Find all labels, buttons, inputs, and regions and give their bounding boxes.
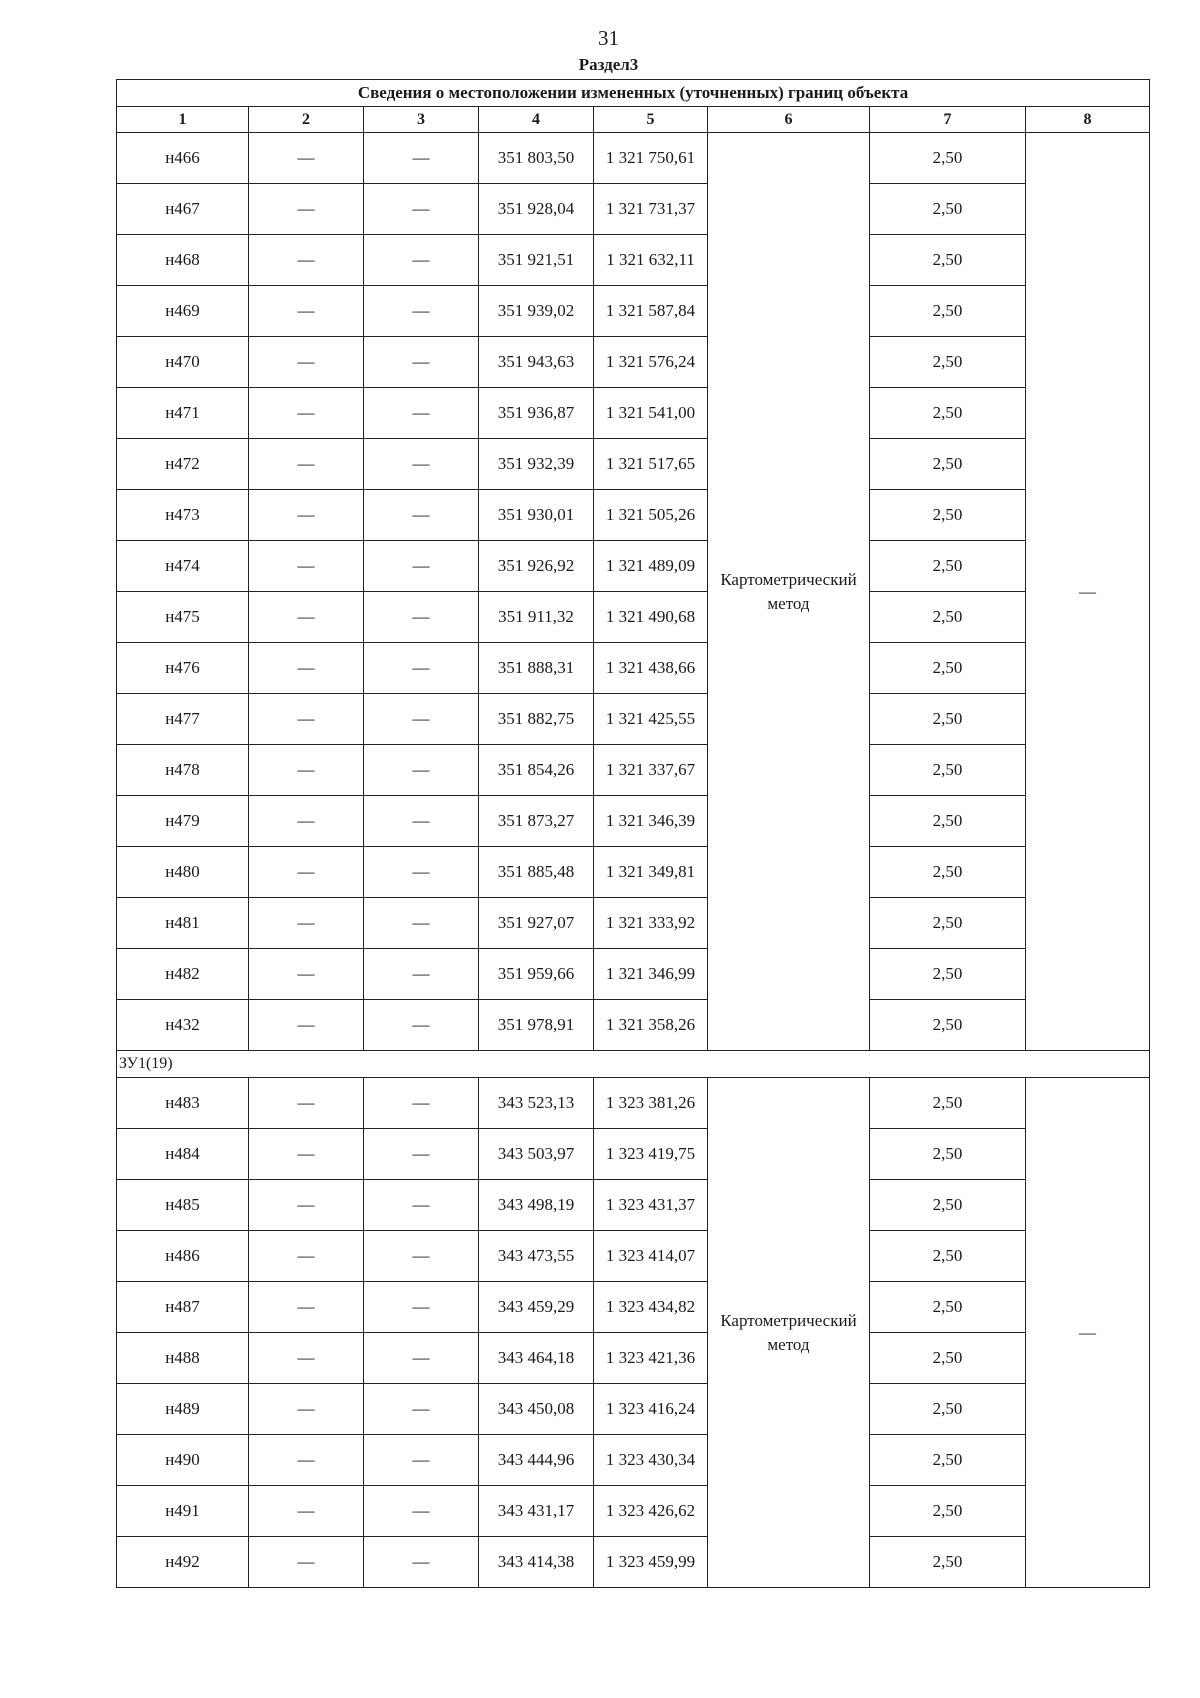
- accuracy-value: 2,50: [870, 1486, 1026, 1537]
- x-coordinate: 351 927,07: [479, 898, 594, 949]
- column-3-value: —: [364, 796, 479, 847]
- table-row: [117, 439, 1150, 490]
- point-name: н492: [117, 1537, 249, 1588]
- column-3-value: —: [364, 235, 479, 286]
- accuracy-value: 2,50: [870, 949, 1026, 1000]
- accuracy-value: 2,50: [870, 1180, 1026, 1231]
- y-coordinate: 1 321 731,37: [594, 184, 708, 235]
- column-2-value: —: [249, 490, 364, 541]
- point-name: н491: [117, 1486, 249, 1537]
- table-row: [117, 1231, 1150, 1282]
- point-name: н467: [117, 184, 249, 235]
- column-header: 8: [1026, 107, 1150, 133]
- table-row: [117, 745, 1150, 796]
- column-3-value: —: [364, 1231, 479, 1282]
- y-coordinate: 1 323 459,99: [594, 1537, 708, 1588]
- accuracy-value: 2,50: [870, 796, 1026, 847]
- column-3-value: —: [364, 1000, 479, 1051]
- point-name: н477: [117, 694, 249, 745]
- point-name: н468: [117, 235, 249, 286]
- x-coordinate: 343 431,17: [479, 1486, 594, 1537]
- table-row: [117, 541, 1150, 592]
- y-coordinate: 1 323 419,75: [594, 1129, 708, 1180]
- accuracy-value: 2,50: [870, 286, 1026, 337]
- table-row: [117, 898, 1150, 949]
- table-row: [117, 1282, 1150, 1333]
- y-coordinate: 1 321 587,84: [594, 286, 708, 337]
- x-coordinate: 351 936,87: [479, 388, 594, 439]
- x-coordinate: 351 873,27: [479, 796, 594, 847]
- table-row: [117, 694, 1150, 745]
- table-title: Сведения о местоположении измененных (уточненных) границ объекта: [117, 80, 1150, 107]
- accuracy-value: 2,50: [870, 235, 1026, 286]
- column-header: 7: [870, 107, 1026, 133]
- accuracy-value: 2,50: [870, 1333, 1026, 1384]
- table-row: [117, 1078, 1150, 1129]
- accuracy-value: 2,50: [870, 1000, 1026, 1051]
- x-coordinate: 351 978,91: [479, 1000, 594, 1051]
- column-3-value: —: [364, 898, 479, 949]
- accuracy-value: 2,50: [870, 847, 1026, 898]
- x-coordinate: 351 959,66: [479, 949, 594, 1000]
- accuracy-value: 2,50: [870, 490, 1026, 541]
- accuracy-value: 2,50: [870, 1231, 1026, 1282]
- accuracy-value: 2,50: [870, 1078, 1026, 1129]
- parcel-group-row: [117, 1051, 1150, 1078]
- table-row: [117, 133, 1150, 184]
- column-3-value: —: [364, 490, 479, 541]
- table-row: [117, 286, 1150, 337]
- y-coordinate: 1 321 576,24: [594, 337, 708, 388]
- y-coordinate: 1 323 381,26: [594, 1078, 708, 1129]
- table-row: [117, 847, 1150, 898]
- x-coordinate: 351 921,51: [479, 235, 594, 286]
- point-name: н487: [117, 1282, 249, 1333]
- column-2-value: —: [249, 592, 364, 643]
- column-2-value: —: [249, 1180, 364, 1231]
- accuracy-value: 2,50: [870, 745, 1026, 796]
- column-3-value: —: [364, 1537, 479, 1588]
- column-2-value: —: [249, 1078, 364, 1129]
- accuracy-value: 2,50: [870, 592, 1026, 643]
- accuracy-value: 2,50: [870, 1537, 1026, 1588]
- accuracy-value: 2,50: [870, 388, 1026, 439]
- accuracy-value: 2,50: [870, 184, 1026, 235]
- y-coordinate: 1 323 426,62: [594, 1486, 708, 1537]
- y-coordinate: 1 323 416,24: [594, 1384, 708, 1435]
- y-coordinate: 1 321 337,67: [594, 745, 708, 796]
- point-name: н472: [117, 439, 249, 490]
- column-2-value: —: [249, 388, 364, 439]
- y-coordinate: 1 321 346,39: [594, 796, 708, 847]
- column-2-value: —: [249, 286, 364, 337]
- table-row: [117, 184, 1150, 235]
- boundary-table: [116, 79, 1150, 1588]
- column-2-value: —: [249, 1384, 364, 1435]
- column-2-value: —: [249, 235, 364, 286]
- table-row: [117, 1537, 1150, 1588]
- column-3-value: —: [364, 1282, 479, 1333]
- table-row: [117, 1000, 1150, 1051]
- table-row: [117, 1333, 1150, 1384]
- parcel-label: ЗУ1(19): [117, 1051, 1150, 1078]
- column-2-value: —: [249, 1537, 364, 1588]
- x-coordinate: 351 882,75: [479, 694, 594, 745]
- column-2-value: —: [249, 1282, 364, 1333]
- accuracy-value: 2,50: [870, 1384, 1026, 1435]
- column-header: 6: [708, 107, 870, 133]
- column-2-value: —: [249, 1231, 364, 1282]
- column-3-value: —: [364, 1078, 479, 1129]
- table-row: [117, 1486, 1150, 1537]
- column-2-value: —: [249, 796, 364, 847]
- column-2-value: —: [249, 1333, 364, 1384]
- point-name: н488: [117, 1333, 249, 1384]
- accuracy-value: 2,50: [870, 898, 1026, 949]
- table-row: [117, 1129, 1150, 1180]
- column-3-value: —: [364, 1435, 479, 1486]
- column-3-value: —: [364, 439, 479, 490]
- y-coordinate: 1 323 430,34: [594, 1435, 708, 1486]
- point-name: н478: [117, 745, 249, 796]
- point-name: н482: [117, 949, 249, 1000]
- column-2-value: —: [249, 1435, 364, 1486]
- accuracy-value: 2,50: [870, 439, 1026, 490]
- column-3-value: —: [364, 847, 479, 898]
- point-name: н486: [117, 1231, 249, 1282]
- column-3-value: —: [364, 388, 479, 439]
- column-header: 2: [249, 107, 364, 133]
- point-name: н474: [117, 541, 249, 592]
- point-name: н471: [117, 388, 249, 439]
- column-header: 5: [594, 107, 708, 133]
- column-header-row: [117, 107, 1150, 133]
- accuracy-value: 2,50: [870, 337, 1026, 388]
- y-coordinate: 1 321 349,81: [594, 847, 708, 898]
- x-coordinate: 351 926,92: [479, 541, 594, 592]
- accuracy-value: 2,50: [870, 1129, 1026, 1180]
- x-coordinate: 343 498,19: [479, 1180, 594, 1231]
- table-row: [117, 796, 1150, 847]
- y-coordinate: 1 323 421,36: [594, 1333, 708, 1384]
- x-coordinate: 351 803,50: [479, 133, 594, 184]
- column-2-value: —: [249, 643, 364, 694]
- point-name: н483: [117, 1078, 249, 1129]
- table-row: [117, 490, 1150, 541]
- accuracy-value: 2,50: [870, 1435, 1026, 1486]
- column-header: 4: [479, 107, 594, 133]
- column-3-value: —: [364, 337, 479, 388]
- x-coordinate: 351 928,04: [479, 184, 594, 235]
- y-coordinate: 1 321 438,66: [594, 643, 708, 694]
- x-coordinate: 343 464,18: [479, 1333, 594, 1384]
- column-2-value: —: [249, 898, 364, 949]
- x-coordinate: 343 414,38: [479, 1537, 594, 1588]
- y-coordinate: 1 321 632,11: [594, 235, 708, 286]
- y-coordinate: 1 321 333,92: [594, 898, 708, 949]
- x-coordinate: 343 450,08: [479, 1384, 594, 1435]
- column-2-value: —: [249, 949, 364, 1000]
- table-row: [117, 592, 1150, 643]
- accuracy-value: 2,50: [870, 133, 1026, 184]
- point-name: н473: [117, 490, 249, 541]
- accuracy-value: 2,50: [870, 541, 1026, 592]
- column-2-value: —: [249, 1129, 364, 1180]
- y-coordinate: 1 321 489,09: [594, 541, 708, 592]
- y-coordinate: 1 323 414,07: [594, 1231, 708, 1282]
- column-3-value: —: [364, 643, 479, 694]
- column-2-value: —: [249, 847, 364, 898]
- y-coordinate: 1 321 490,68: [594, 592, 708, 643]
- column-3-value: —: [364, 133, 479, 184]
- column-3-value: —: [364, 1129, 479, 1180]
- column-8-value: —: [1026, 133, 1150, 1051]
- table-row: [117, 1384, 1150, 1435]
- column-3-value: —: [364, 1180, 479, 1231]
- section-title: Раздел3: [578, 55, 639, 74]
- column-2-value: —: [249, 1486, 364, 1537]
- column-3-value: —: [364, 184, 479, 235]
- column-2-value: —: [249, 541, 364, 592]
- table-row: [117, 388, 1150, 439]
- method-cell: Картометрический метод: [708, 1078, 870, 1588]
- point-name: н466: [117, 133, 249, 184]
- table-row: [117, 1435, 1150, 1486]
- x-coordinate: 351 930,01: [479, 490, 594, 541]
- y-coordinate: 1 323 434,82: [594, 1282, 708, 1333]
- point-name: н469: [117, 286, 249, 337]
- y-coordinate: 1 321 750,61: [594, 133, 708, 184]
- column-header: 3: [364, 107, 479, 133]
- y-coordinate: 1 321 541,00: [594, 388, 708, 439]
- table-row: [117, 235, 1150, 286]
- accuracy-value: 2,50: [870, 1282, 1026, 1333]
- column-2-value: —: [249, 1000, 364, 1051]
- x-coordinate: 351 932,39: [479, 439, 594, 490]
- column-3-value: —: [364, 286, 479, 337]
- x-coordinate: 343 459,29: [479, 1282, 594, 1333]
- x-coordinate: 351 888,31: [479, 643, 594, 694]
- method-cell: Картометрический метод: [708, 133, 870, 1051]
- x-coordinate: 351 885,48: [479, 847, 594, 898]
- x-coordinate: 343 444,96: [479, 1435, 594, 1486]
- x-coordinate: 343 523,13: [479, 1078, 594, 1129]
- table-row: [117, 949, 1150, 1000]
- table-body: [117, 133, 1150, 1588]
- column-3-value: —: [364, 1333, 479, 1384]
- y-coordinate: 1 321 505,26: [594, 490, 708, 541]
- point-name: н485: [117, 1180, 249, 1231]
- accuracy-value: 2,50: [870, 694, 1026, 745]
- column-2-value: —: [249, 184, 364, 235]
- point-name: н470: [117, 337, 249, 388]
- point-name: н490: [117, 1435, 249, 1486]
- column-3-value: —: [364, 1486, 479, 1537]
- table-row: [117, 1180, 1150, 1231]
- column-3-value: —: [364, 949, 479, 1000]
- table-row: [117, 643, 1150, 694]
- point-name: н481: [117, 898, 249, 949]
- y-coordinate: 1 321 517,65: [594, 439, 708, 490]
- x-coordinate: 351 943,63: [479, 337, 594, 388]
- column-3-value: —: [364, 541, 479, 592]
- point-name: н484: [117, 1129, 249, 1180]
- point-name: н475: [117, 592, 249, 643]
- column-2-value: —: [249, 745, 364, 796]
- column-3-value: —: [364, 1384, 479, 1435]
- point-name: н432: [117, 1000, 249, 1051]
- y-coordinate: 1 321 358,26: [594, 1000, 708, 1051]
- x-coordinate: 351 911,32: [479, 592, 594, 643]
- point-name: н480: [117, 847, 249, 898]
- column-3-value: —: [364, 592, 479, 643]
- x-coordinate: 351 854,26: [479, 745, 594, 796]
- point-name: н489: [117, 1384, 249, 1435]
- page-number: 31: [598, 26, 619, 50]
- x-coordinate: 351 939,02: [479, 286, 594, 337]
- y-coordinate: 1 321 425,55: [594, 694, 708, 745]
- column-3-value: —: [364, 745, 479, 796]
- column-3-value: —: [364, 694, 479, 745]
- table-row: [117, 337, 1150, 388]
- column-2-value: —: [249, 337, 364, 388]
- column-2-value: —: [249, 133, 364, 184]
- accuracy-value: 2,50: [870, 643, 1026, 694]
- column-2-value: —: [249, 694, 364, 745]
- point-name: н479: [117, 796, 249, 847]
- y-coordinate: 1 323 431,37: [594, 1180, 708, 1231]
- point-name: н476: [117, 643, 249, 694]
- x-coordinate: 343 503,97: [479, 1129, 594, 1180]
- y-coordinate: 1 321 346,99: [594, 949, 708, 1000]
- column-header: 1: [117, 107, 249, 133]
- column-8-value: —: [1026, 1078, 1150, 1588]
- x-coordinate: 343 473,55: [479, 1231, 594, 1282]
- column-2-value: —: [249, 439, 364, 490]
